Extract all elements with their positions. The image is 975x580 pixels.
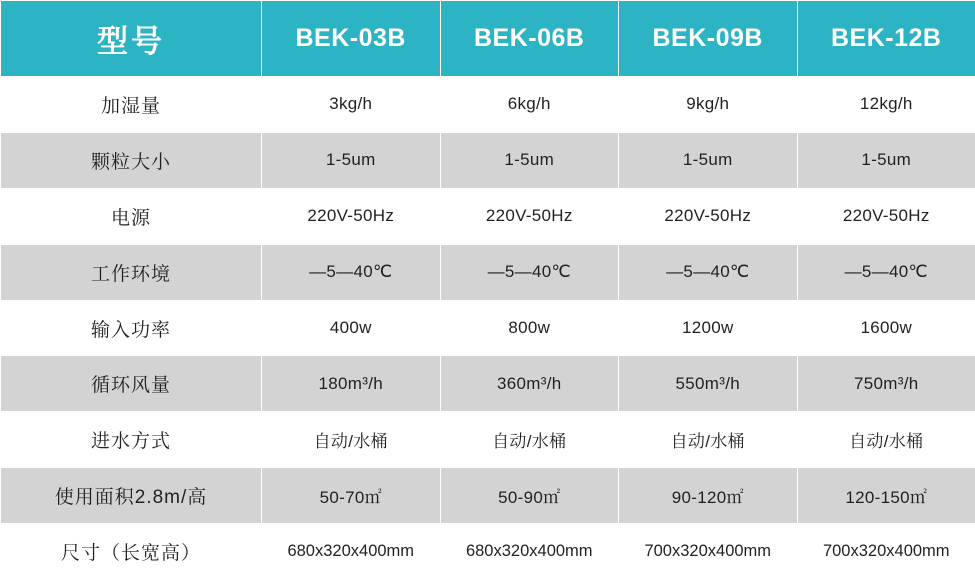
- row-label-power-supply: 电源: [1, 188, 262, 244]
- row-label-humidification: 加湿量: [1, 77, 262, 133]
- column-header-bek-06b: BEK-06B: [440, 1, 619, 77]
- cell-air-volume-bek-06b: 360m³/h: [440, 356, 619, 412]
- cell-working-environment-bek-12b: —5—40℃: [797, 244, 975, 300]
- cell-water-inlet-bek-12b: 自动/水桶: [797, 412, 975, 468]
- table-header: [1, 1, 975, 77]
- column-header-bek-03b: BEK-03B: [262, 1, 441, 77]
- table-row: [1, 412, 975, 468]
- cell-particle-size-bek-09b: 1-5um: [619, 132, 798, 188]
- cell-humidification-bek-06b: 6kg/h: [440, 77, 619, 133]
- cell-working-environment-bek-03b: —5—40℃: [262, 244, 441, 300]
- cell-humidification-bek-12b: 12kg/h: [797, 77, 975, 133]
- table-header-row: [1, 1, 975, 77]
- column-header-bek-12b: BEK-12B: [797, 1, 975, 77]
- cell-power-supply-bek-06b: 220V-50Hz: [440, 188, 619, 244]
- cell-input-power-bek-06b: 800w: [440, 300, 619, 356]
- cell-dimensions-bek-06b: 680x320x400mm: [440, 524, 619, 580]
- cell-air-volume-bek-03b: 180m³/h: [262, 356, 441, 412]
- cell-coverage-area-bek-06b: 50-90㎡: [440, 468, 619, 524]
- cell-working-environment-bek-09b: —5—40℃: [619, 244, 798, 300]
- cell-humidification-bek-03b: 3kg/h: [262, 77, 441, 133]
- row-label-particle-size: 颗粒大小: [1, 132, 262, 188]
- cell-dimensions-bek-09b: 700x320x400mm: [619, 524, 798, 580]
- cell-input-power-bek-12b: 1600w: [797, 300, 975, 356]
- table-row: [1, 524, 975, 580]
- row-label-water-inlet: 进水方式: [1, 412, 262, 468]
- row-label-input-power: 输入功率: [1, 300, 262, 356]
- cell-particle-size-bek-03b: 1-5um: [262, 132, 441, 188]
- table-row: [1, 132, 975, 188]
- column-header-model: 型号: [1, 1, 262, 77]
- cell-air-volume-bek-09b: 550m³/h: [619, 356, 798, 412]
- cell-coverage-area-bek-12b: 120-150㎡: [797, 468, 975, 524]
- cell-water-inlet-bek-06b: 自动/水桶: [440, 412, 619, 468]
- cell-working-environment-bek-06b: —5—40℃: [440, 244, 619, 300]
- row-label-air-volume: 循环风量: [1, 356, 262, 412]
- row-label-dimensions: 尺寸（长宽高）: [1, 524, 262, 580]
- cell-coverage-area-bek-09b: 90-120㎡: [619, 468, 798, 524]
- cell-input-power-bek-03b: 400w: [262, 300, 441, 356]
- cell-input-power-bek-09b: 1200w: [619, 300, 798, 356]
- table-row: [1, 468, 975, 524]
- cell-dimensions-bek-12b: 700x320x400mm: [797, 524, 975, 580]
- column-header-bek-09b: BEK-09B: [619, 1, 798, 77]
- cell-humidification-bek-09b: 9kg/h: [619, 77, 798, 133]
- row-label-coverage-area: 使用面积2.8m/高: [1, 468, 262, 524]
- cell-air-volume-bek-12b: 750m³/h: [797, 356, 975, 412]
- cell-dimensions-bek-03b: 680x320x400mm: [262, 524, 441, 580]
- row-label-working-environment: 工作环境: [1, 244, 262, 300]
- table-row: [1, 244, 975, 300]
- table-row: [1, 300, 975, 356]
- cell-particle-size-bek-06b: 1-5um: [440, 132, 619, 188]
- cell-particle-size-bek-12b: 1-5um: [797, 132, 975, 188]
- cell-power-supply-bek-03b: 220V-50Hz: [262, 188, 441, 244]
- cell-water-inlet-bek-09b: 自动/水桶: [619, 412, 798, 468]
- table-row: [1, 77, 975, 133]
- table-body: [1, 77, 975, 580]
- table-row: [1, 188, 975, 244]
- table-row: [1, 356, 975, 412]
- cell-coverage-area-bek-03b: 50-70㎡: [262, 468, 441, 524]
- cell-power-supply-bek-09b: 220V-50Hz: [619, 188, 798, 244]
- cell-power-supply-bek-12b: 220V-50Hz: [797, 188, 975, 244]
- cell-water-inlet-bek-03b: 自动/水桶: [262, 412, 441, 468]
